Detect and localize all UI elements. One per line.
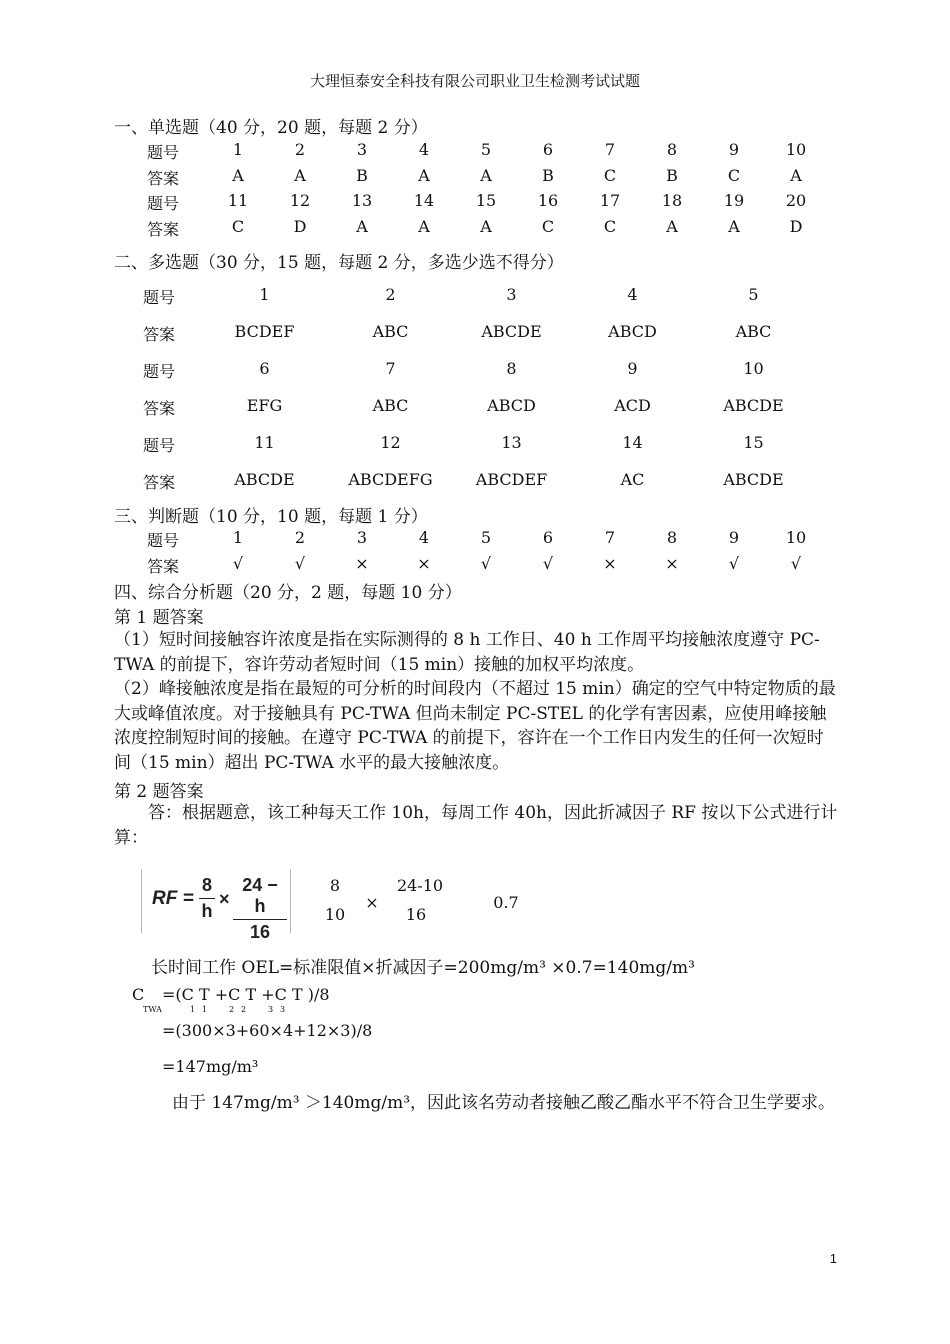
q1-paragraph-2: （2）峰接触浓度是指在最短的可分析的时间段内（不超过 15 min）确定的空气中特定物质的最大或峰值浓度。对于接触具有 PC-TWA 但尚未制定 PC-STEL 的化学有害因素，应使用峰接触浓度控制短时间的接触。在遵守 PC-TWA 的前提下，容许在一个工作日内发生的任何一次短时间（15 min）超出 PC-TWA 水平的最大接触浓度。 bbox=[114, 679, 836, 773]
row-label-answer: 答案 bbox=[147, 556, 180, 576]
question-number: 14 bbox=[622, 433, 643, 452]
answer-cell: A bbox=[480, 165, 492, 185]
row-label-number: 题号 bbox=[143, 288, 176, 307]
question-number: 8 bbox=[666, 140, 678, 159]
row-label-number: 题号 bbox=[143, 362, 176, 381]
answer-cell: EFG bbox=[246, 396, 283, 415]
q1-title: 第 1 题答案 bbox=[114, 608, 204, 628]
answer-cell: A bbox=[790, 165, 802, 185]
answer-cell: ABCDE bbox=[234, 470, 295, 489]
answer-cell: C bbox=[231, 216, 245, 236]
answer-cell: AC bbox=[620, 470, 645, 489]
question-number: 11 bbox=[227, 191, 249, 210]
answer-cell: C bbox=[603, 216, 617, 236]
question-number: 19 bbox=[723, 191, 745, 210]
question-number: 10 bbox=[785, 140, 807, 159]
page-number: 1 bbox=[829, 1251, 837, 1266]
ctwa-subscript: TWA bbox=[143, 1005, 162, 1014]
question-number: 4 bbox=[418, 140, 430, 159]
q2-paragraph: 答：根据题意，该工种每天工作 10h，每周工作 40h，因此折减因子 RF 按以下公式进行计算： bbox=[114, 803, 838, 848]
answer-cell: × bbox=[417, 553, 431, 573]
num-16: 16 bbox=[405, 905, 427, 924]
question-number: 16 bbox=[537, 191, 559, 210]
answer-cell: ABC bbox=[735, 322, 772, 341]
answer-cell: √ bbox=[232, 553, 244, 573]
answer-cell: ABC bbox=[372, 322, 409, 341]
answer-cell: A bbox=[480, 216, 492, 236]
answer-cell: C bbox=[727, 165, 741, 185]
row-label-number: 题号 bbox=[143, 436, 176, 455]
answer-cell: ABCD bbox=[608, 322, 657, 341]
question-number: 6 bbox=[542, 528, 554, 547]
question-number: 17 bbox=[599, 191, 621, 210]
row-label-answer: 答案 bbox=[147, 168, 180, 188]
answer-cell: ABCDE bbox=[723, 396, 784, 415]
question-number: 9 bbox=[627, 359, 638, 378]
question-number: 8 bbox=[666, 528, 678, 547]
answer-cell: B bbox=[666, 165, 678, 185]
question-number: 10 bbox=[785, 528, 807, 547]
multi-choice-answer-grid bbox=[143, 285, 814, 507]
question-number: 8 bbox=[506, 359, 517, 378]
calc-line-1: =(300×3+60×4+12×3)/8 bbox=[162, 1021, 373, 1040]
answer-cell: ABCDE bbox=[481, 322, 542, 341]
answer-cell: ABCDEF bbox=[475, 470, 548, 489]
num-8: 8 bbox=[329, 876, 341, 895]
row-label-number: 题号 bbox=[147, 143, 180, 162]
num-24-10: 24-10 bbox=[396, 876, 444, 895]
row-label-number: 题号 bbox=[147, 194, 180, 213]
question-number: 3 bbox=[356, 140, 368, 159]
question-number: 5 bbox=[480, 528, 492, 547]
question-number: 12 bbox=[289, 191, 311, 210]
ctwa-equation: =(C T +C T +C T )/8 bbox=[162, 985, 330, 1004]
answer-cell: × bbox=[603, 553, 617, 573]
row-label-answer: 答案 bbox=[143, 473, 176, 492]
rf-label: RF = bbox=[152, 888, 194, 909]
question-number: 5 bbox=[480, 140, 492, 159]
question-number: 4 bbox=[627, 285, 638, 304]
answer-cell: × bbox=[665, 553, 679, 573]
question-number: 7 bbox=[604, 528, 616, 547]
section-1-title: 一、单选题（40 分，20 题，每题 2 分） bbox=[114, 118, 428, 138]
answer-cell: A bbox=[294, 165, 306, 185]
fraction-24-minus-h: $\frac{24 - h}{16}$ bbox=[233, 875, 287, 943]
question-number: 7 bbox=[385, 359, 396, 378]
question-number: 2 bbox=[385, 285, 396, 304]
row-label-number: 题号 bbox=[147, 531, 180, 550]
answer-cell: × bbox=[355, 553, 369, 573]
section-2-title: 二、多选题（30 分，15 题，每题 2 分，多选少选不得分） bbox=[114, 253, 564, 273]
row-label-answer: 答案 bbox=[143, 325, 176, 344]
row-label-answer: 答案 bbox=[143, 399, 176, 418]
times-symbol: × bbox=[219, 889, 230, 909]
answer-cell: A bbox=[418, 216, 430, 236]
answer-cell: B bbox=[356, 165, 368, 185]
question-number: 18 bbox=[661, 191, 683, 210]
sub-3b: 3 bbox=[280, 1005, 286, 1014]
question-number: 3 bbox=[506, 285, 517, 304]
question-number: 12 bbox=[380, 433, 401, 452]
answer-cell: BCDEF bbox=[234, 322, 295, 341]
num-times: × bbox=[365, 893, 379, 912]
calc-line-2: =147mg/m³ bbox=[162, 1057, 259, 1076]
question-number: 6 bbox=[542, 140, 554, 159]
question-number: 1 bbox=[232, 528, 244, 547]
answer-cell: A bbox=[356, 216, 368, 236]
num-10: 10 bbox=[324, 905, 346, 924]
question-number: 4 bbox=[418, 528, 430, 547]
question-number: 9 bbox=[728, 140, 740, 159]
question-number: 11 bbox=[254, 433, 275, 452]
oel-line: 长时间工作 OEL=标准限值×折减因子=200mg/m³ ×0.7=140mg/m³ bbox=[151, 958, 695, 978]
answer-cell: A bbox=[728, 216, 740, 236]
answer-cell: C bbox=[541, 216, 555, 236]
sub-1a: 1 bbox=[190, 1005, 196, 1014]
question-number: 3 bbox=[356, 528, 368, 547]
question-number: 15 bbox=[743, 433, 764, 452]
answer-cell: D bbox=[293, 216, 307, 236]
question-number: 15 bbox=[475, 191, 497, 210]
answer-cell: C bbox=[603, 165, 617, 185]
sub-3a: 3 bbox=[268, 1005, 274, 1014]
answer-cell: ABC bbox=[372, 396, 409, 415]
answer-cell: B bbox=[542, 165, 554, 185]
question-number: 13 bbox=[351, 191, 373, 210]
page-header: 大理恒泰安全科技有限公司职业卫生检测考试试题 bbox=[309, 72, 640, 90]
ctwa-symbol: C bbox=[132, 985, 145, 1004]
question-number: 5 bbox=[748, 285, 759, 304]
answer-cell: D bbox=[789, 216, 803, 236]
question-number: 1 bbox=[232, 140, 244, 159]
single-choice-answer-grid bbox=[147, 140, 827, 242]
answer-cell: ACD bbox=[614, 396, 651, 415]
answer-cell: A bbox=[232, 165, 244, 185]
answer-cell: ABCD bbox=[487, 396, 536, 415]
result-value: 0.7 bbox=[493, 893, 519, 912]
question-number: 13 bbox=[501, 433, 522, 452]
question-number: 10 bbox=[743, 359, 764, 378]
fraction-8-over-h: $\frac{8}{h}$ bbox=[199, 875, 215, 922]
sub-1b: 1 bbox=[202, 1005, 208, 1014]
question-number: 1 bbox=[259, 285, 270, 304]
question-number: 6 bbox=[259, 359, 270, 378]
answer-cell: √ bbox=[480, 553, 492, 573]
question-number: 9 bbox=[728, 528, 740, 547]
answer-cell: ABCDEFG bbox=[348, 470, 433, 489]
answer-cell: √ bbox=[294, 553, 306, 573]
rf-formula bbox=[141, 869, 291, 942]
answer-cell: A bbox=[418, 165, 430, 185]
question-number: 2 bbox=[294, 528, 306, 547]
question-number: 7 bbox=[604, 140, 616, 159]
question-number: 14 bbox=[413, 191, 435, 210]
section-4-title: 四、综合分析题（20 分，2 题，每题 10 分） bbox=[114, 583, 462, 603]
true-false-answer-grid bbox=[147, 528, 827, 579]
q1-paragraph-1: （1）短时间接触容许浓度是指在实际测得的 8 h 工作日、40 h 工作周平均接触浓度遵守 PC-TWA 的前提下，容许劳动者短时间（15 min）接触的加权平均浓度。 bbox=[114, 630, 820, 675]
q2-title: 第 2 题答案 bbox=[114, 782, 204, 802]
question-number: 20 bbox=[785, 191, 807, 210]
answer-cell: A bbox=[666, 216, 678, 236]
conclusion: 由于 147mg/m³ ＞140mg/m³，因此该名劳动者接触乙酸乙酯水平不符合卫生学要求。 bbox=[172, 1093, 836, 1113]
row-label-answer: 答案 bbox=[147, 219, 180, 239]
sub-2a: 2 bbox=[229, 1005, 235, 1014]
answer-cell: √ bbox=[728, 553, 740, 573]
answer-cell: √ bbox=[542, 553, 554, 573]
sub-2b: 2 bbox=[241, 1005, 247, 1014]
section-3-title: 三、判断题（10 分，10 题，每题 1 分） bbox=[114, 507, 428, 527]
question-number: 2 bbox=[294, 140, 306, 159]
answer-cell: ABCDE bbox=[723, 470, 784, 489]
answer-cell: √ bbox=[790, 553, 802, 573]
